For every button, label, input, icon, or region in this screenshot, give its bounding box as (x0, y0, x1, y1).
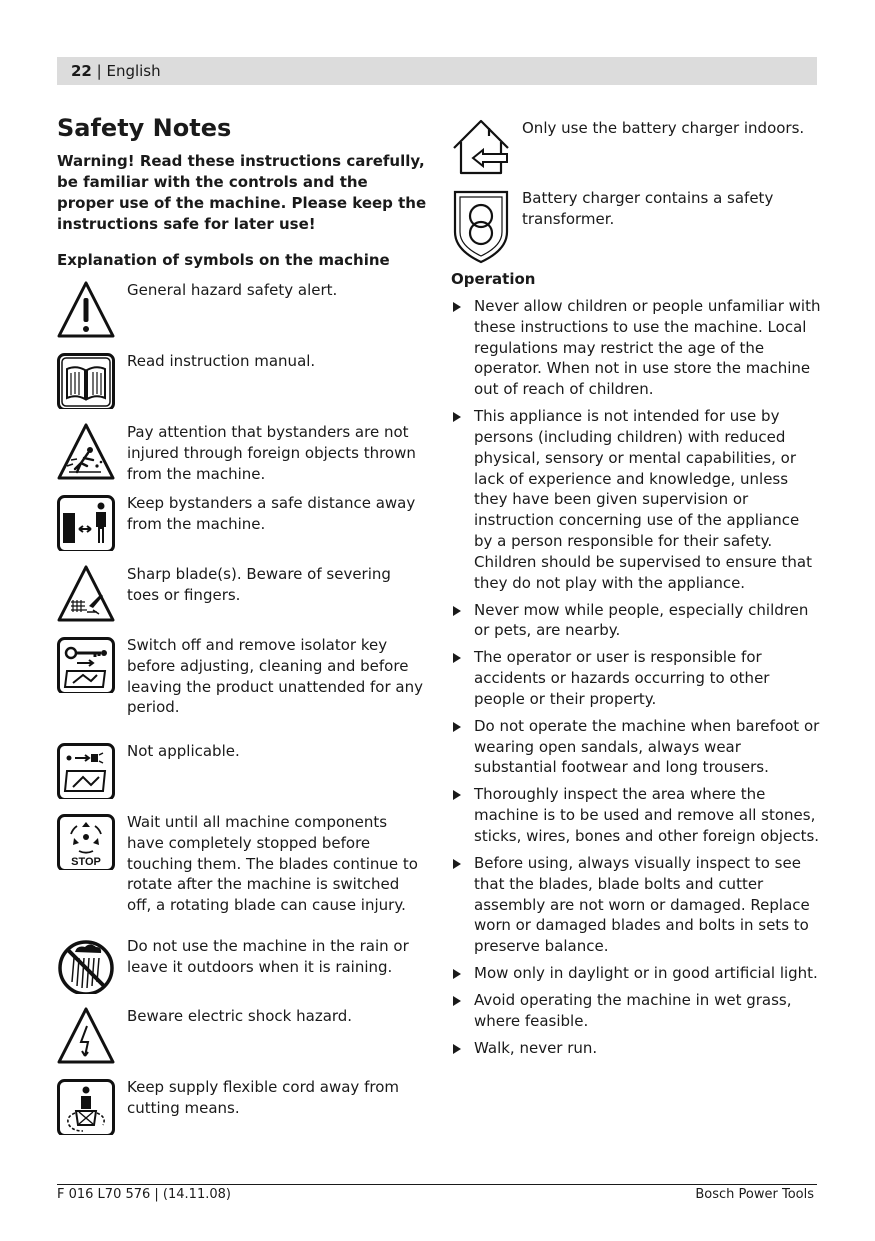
symbol-text: Read instruction manual. (127, 352, 316, 370)
electric-shock-icon (57, 1006, 115, 1064)
footer-divider (57, 1184, 817, 1185)
list-item: Walk, never run. (451, 1038, 821, 1059)
bullet-arrow-icon (453, 722, 461, 732)
list-item: Before using, always visually inspect to see that the blades, blade bolts and cutter assembly are not worn or damaged. Replace worn or damaged blades and bolts in sets to preserve balance. (451, 853, 821, 957)
bullet-arrow-icon (453, 653, 461, 663)
symbol-text: Keep bystanders a safe distance away from the machine. (127, 494, 416, 533)
stop-label: STOP (71, 856, 101, 868)
symbol-text: Sharp blade(s). Beware of severing toes or fingers. (127, 565, 391, 604)
bullet-arrow-icon (453, 302, 461, 312)
sharp-blade-icon (57, 564, 115, 622)
bullet-arrow-icon (453, 790, 461, 800)
symbol-text: Pay attention that bystanders are not injured through foreign objects thrown from the machine. (127, 423, 416, 483)
bullet-arrow-icon (453, 969, 461, 979)
general-hazard-icon (57, 280, 115, 338)
list-item: The operator or user is responsible for accidents or hazards occurring to other people or their property. (451, 647, 821, 709)
page-number: 22 (71, 62, 92, 80)
indoor-use-icon (451, 118, 511, 176)
right-symbol-text: Only use the battery charger indoors. (522, 119, 805, 137)
stop-rotation-icon (57, 812, 115, 870)
header-language: English (106, 62, 161, 80)
symbol-text: Not applicable. (127, 742, 240, 760)
bullet-arrow-icon (453, 1044, 461, 1054)
no-rain-icon (57, 936, 115, 994)
bullet-arrow-icon (453, 859, 461, 869)
isolator-key-icon (57, 635, 115, 693)
right-symbol-text: Battery charger contains a safety transformer. (522, 189, 774, 228)
operation-list (451, 296, 821, 1065)
symbol-text: Keep supply flexible cord away from cutting means. (127, 1078, 399, 1117)
symbol-text: Switch off and remove isolator key before adjusting, cleaning and before leaving the product unattended for any period. (127, 636, 423, 717)
thrown-objects-icon (57, 422, 115, 480)
operation-heading: Operation (451, 270, 536, 288)
warning-text: Warning! Read these instructions carefully, be familiar with the controls and the proper use of the machine. Please keep the instructions safe for later use! (57, 152, 427, 233)
bullet-arrow-icon (453, 606, 461, 616)
cord-away-icon (57, 1077, 115, 1135)
list-item: Avoid operating the machine in wet grass, where feasible. (451, 990, 821, 1032)
list-item: Do not operate the machine when barefoot or wearing open sandals, always wear substantial footwear and long trousers. (451, 716, 821, 778)
bullet-arrow-icon (453, 996, 461, 1006)
footer-doc-id: F 016 L70 576 | (14.11.08) (57, 1187, 231, 1202)
header-text (71, 61, 161, 81)
bystander-distance-icon (57, 493, 115, 551)
symbol-text: Beware electric shock hazard. (127, 1007, 353, 1025)
list-item: Never allow children or people unfamiliar with these instructions to use the machine. Local regulations may restrict the age of the operator. When not in use store the machine out of reach of children. (451, 296, 821, 400)
page-title: Safety Notes (57, 114, 232, 142)
symbol-text: General hazard safety alert. (127, 281, 338, 299)
symbol-text: Wait until all machine components have completely stopped before touching them. The blades continue to rotate after the machine is switched off, a rotating blade can cause injury. (127, 813, 418, 915)
footer-brand: Bosch Power Tools (695, 1187, 814, 1202)
list-item: This appliance is not intended for use by persons (including children) with reduced physical, sensory or mental capabilities, or lack of experience and knowledge, unless they have been given supervision or instruction concerning use of the appliance by a person responsible for their safety. Children should be supervised to ensure that they do not play with the appliance. (451, 406, 821, 593)
bullet-arrow-icon (453, 412, 461, 422)
symbols-heading: Explanation of symbols on the machine (57, 251, 390, 269)
safety-transformer-icon (451, 188, 511, 264)
read-manual-icon (57, 351, 115, 409)
page-header (57, 57, 817, 85)
not-applicable-icon (57, 741, 115, 799)
header-separator: | (91, 62, 107, 80)
list-item: Mow only in daylight or in good artificial light. (451, 963, 821, 984)
symbol-text: Do not use the machine in the rain or leave it outdoors when it is raining. (127, 937, 409, 976)
list-item: Thoroughly inspect the area where the machine is to be used and remove all stones, sticks, wires, bones and other foreign objects. (451, 784, 821, 846)
list-item: Never mow while people, especially children or pets, are nearby. (451, 600, 821, 642)
